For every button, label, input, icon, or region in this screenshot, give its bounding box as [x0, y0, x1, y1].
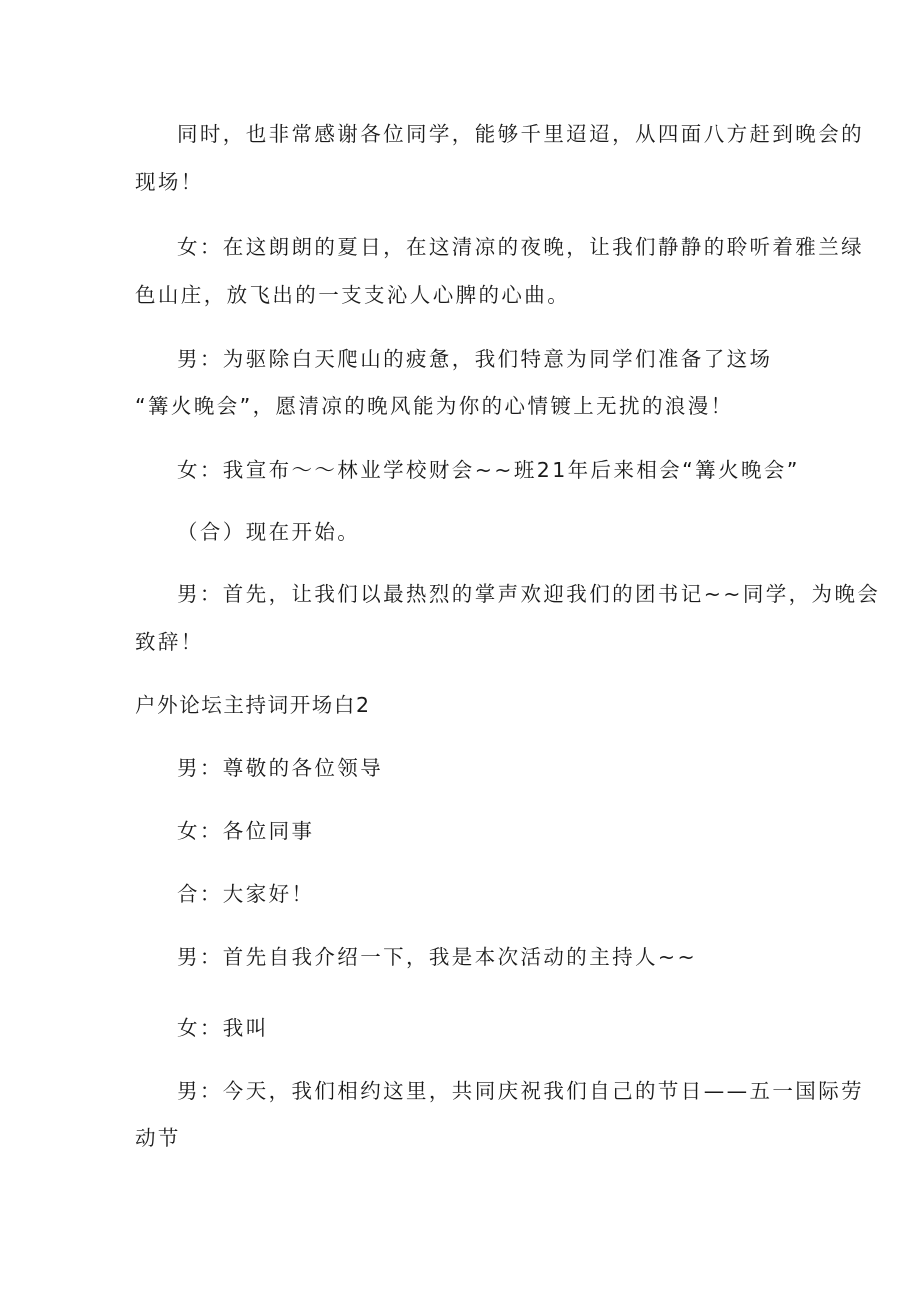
- paragraph-line: 女：我宣布～～林业学校财会~~班21年后来相会“篝火晚会”: [177, 458, 800, 482]
- paragraph-line: 同时，也非常感谢各位同学，能够千里迢迢，从四面八方赶到晚会的: [177, 122, 864, 146]
- paragraph-line: 男：首先自我介绍一下，我是本次活动的主持人~~: [177, 945, 698, 969]
- paragraph-line: 动节: [135, 1126, 181, 1150]
- paragraph-line: 女：各位同事: [177, 819, 315, 843]
- section-title: 户外论坛主持词开场白2: [135, 693, 371, 717]
- paragraph-line: 合：大家好！: [177, 882, 315, 906]
- paragraph-line: 男：尊敬的各位领导: [177, 756, 384, 780]
- paragraph-line: “篝火晚会”，愿清凉的晚风能为你的心情镀上无扰的浪漫！: [135, 394, 734, 418]
- paragraph-line: 男：首先，让我们以最热烈的掌声欢迎我们的团书记~~同学，为晚会: [177, 582, 881, 606]
- paragraph-line: 女：我叫: [177, 1016, 269, 1040]
- paragraph-line: 致辞！: [135, 630, 204, 654]
- paragraph-line: 男：今天，我们相约这里，共同庆祝我们自己的节日——五一国际劳: [177, 1079, 864, 1103]
- paragraph-line: （合）现在开始。: [177, 520, 361, 544]
- paragraph-line: 男：为驱除白天爬山的疲惫，我们特意为同学们准备了这场: [177, 347, 773, 371]
- paragraph-line: 女：在这朗朗的夏日，在这清凉的夜晚，让我们静静的聆听着雅兰绿: [177, 235, 864, 259]
- paragraph-line: 色山庄，放飞出的一支支沁人心脾的心曲。: [135, 283, 571, 307]
- paragraph-line: 现场！: [135, 170, 204, 194]
